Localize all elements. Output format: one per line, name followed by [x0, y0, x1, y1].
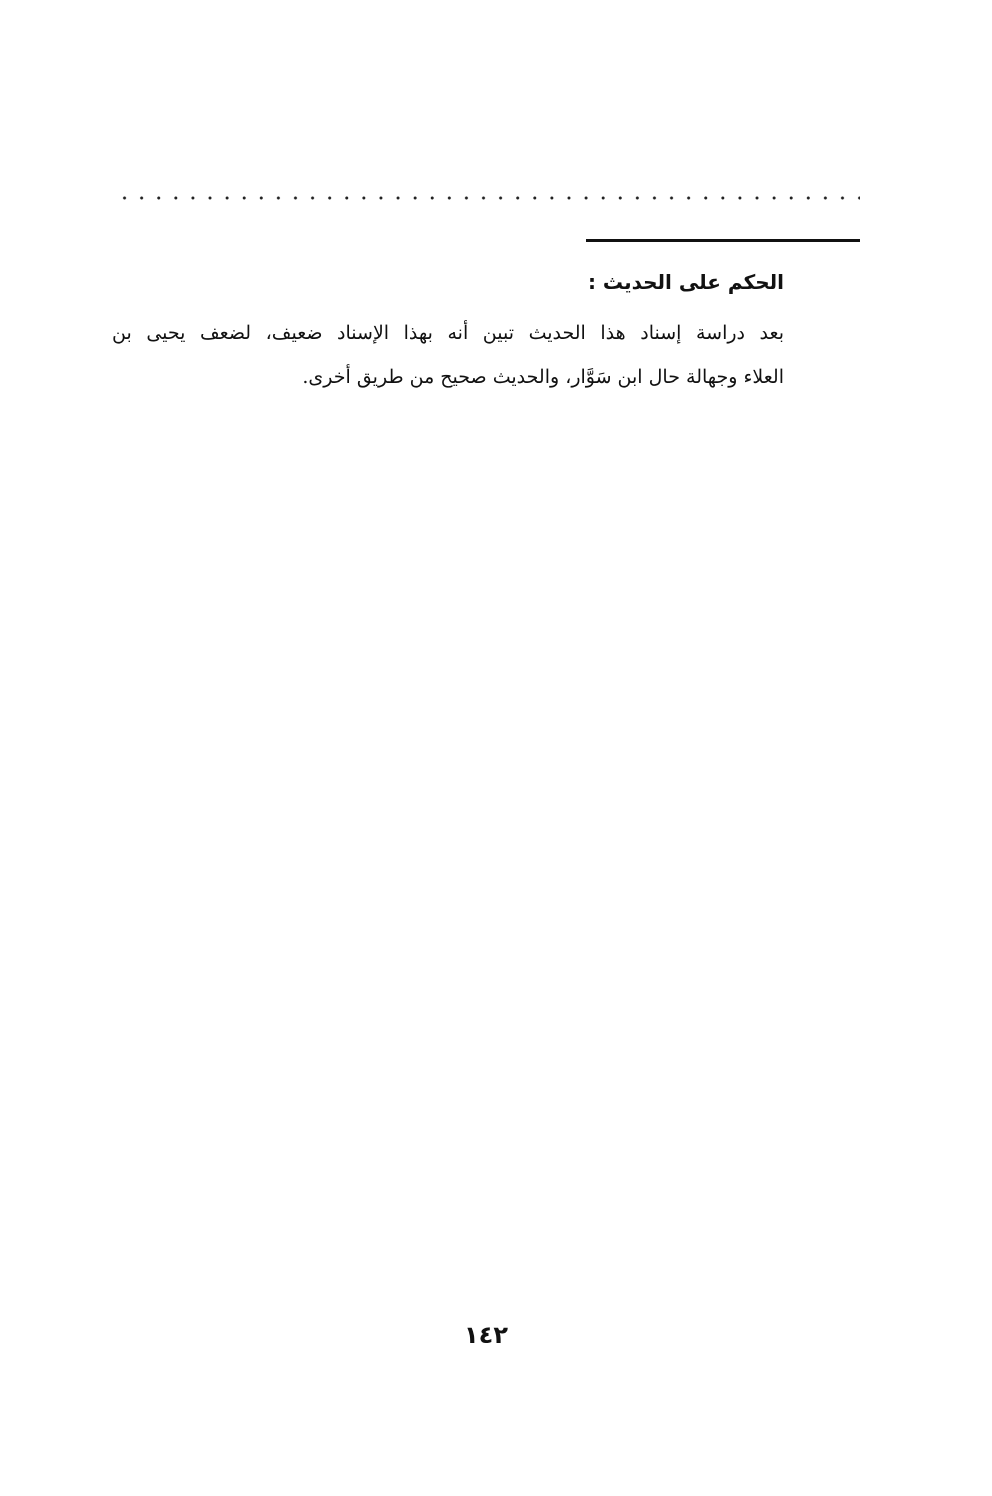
paragraph-line-1: بعد دراسة إسناد هذا الحديث تبين أنه بهذا الإسناد ضعيف، لضعف يحيى بن — [112, 322, 784, 344]
section-heading: الحكم على الحديث : — [587, 270, 784, 294]
body-paragraph — [112, 311, 784, 399]
dotted-separator — [116, 193, 860, 203]
page-number: ١٤٢ — [464, 1321, 508, 1349]
paragraph-line-2: العلاء وجهالة حال ابن سَوَّار، والحديث صحيح من طريق أخرى. — [302, 366, 784, 388]
footnote-rule — [586, 239, 860, 242]
